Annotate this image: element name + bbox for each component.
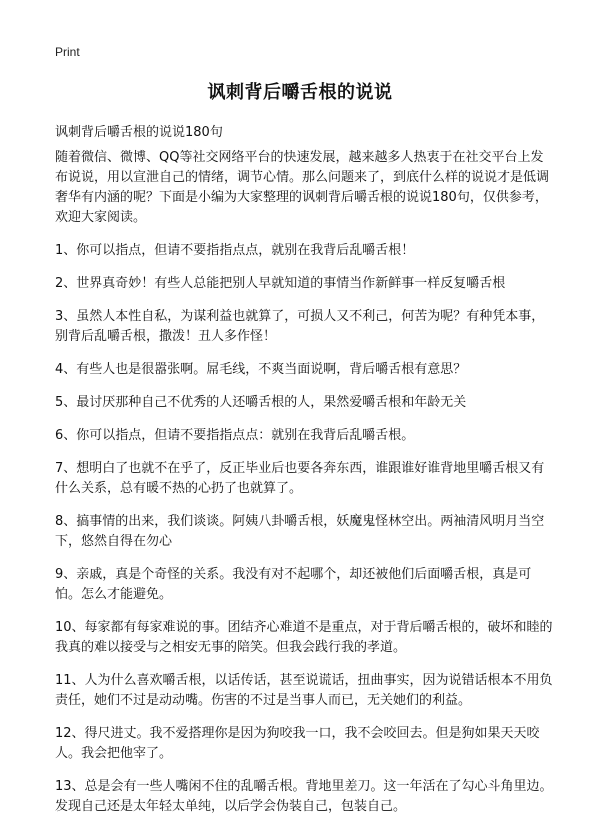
list-item: 7、想明白了也就不在乎了，反正毕业后也要各奔东西，谁跟谁好谁背地里嚼舌根又有什么关系，总有暖不热的心扔了也就算了。 <box>55 461 545 496</box>
list-item: 6、你可以指点，但请不要指指点点：就别在我背后乱嚼舌根。 <box>55 428 415 443</box>
list-item: 12、得尺进丈。我不爱搭理你是因为狗咬我一口，我不会咬回去。但是狗如果天天咬人。我会把他宰了。 <box>55 726 540 761</box>
list-item: 1、你可以指点，但请不要指指点点，就别在我背后乱嚼舌根！ <box>55 243 415 258</box>
article-body <box>55 148 555 830</box>
list-item: 10、每家都有每家难说的事。团结齐心难道不是重点，对于背后嚼舌根的，破坏和睦的我真的难以接受与之相安无事的陪笑。但我会践行我的孝道。 <box>55 620 553 655</box>
list-item: 5、最讨厌那种自己不优秀的人还嚼舌根的人，果然爱嚼舌根和年龄无关 <box>55 395 467 410</box>
list-item: 8、搞事情的出来，我们谈谈。阿姨八卦嚼舌根，妖魔鬼怪林空出。两袖清风明月当空下，悠然自得在勿心 <box>55 514 545 549</box>
page-title: 讽刺背后嚼舌根的说说 <box>207 82 393 103</box>
article-subtitle: 讽刺背后嚼舌根的说说180句 <box>55 125 223 140</box>
list-item: 2、世界真奇妙！有些人总能把别人早就知道的事情当作新鲜事一样反复嚼舌根 <box>55 276 506 291</box>
list-item: 9、亲戚，真是个奇怪的关系。我没有对不起哪个，却还被他们后面嚼舌根，真是可怕。怎么才能避免。 <box>55 567 532 602</box>
list-item: 4、有些人也是很嚣张啊。屌毛线，不爽当面说啊，背后嚼舌根有意思？ <box>55 362 467 377</box>
list-item: 3、虽然人本性自私，为谋利益也就算了，可损人又不利己，何苦为呢？有种凭本事，别背后乱嚼舌根，撒泼！丑人多作怪！ <box>55 309 545 344</box>
print-link[interactable]: Print <box>55 45 80 59</box>
list-item: 11、人为什么喜欢嚼舌根，以话传话，甚至说谎话，扭曲事实，因为说错话根本不用负责任，她们不过是动动嘴。伤害的不过是当事人而已，无关她们的利益。 <box>55 673 553 708</box>
intro-paragraph: 随着微信、微博、QQ等社交网络平台的快速发展，越来越多人热衷于在社交平台上发布说说，用以宣泄自己的情绪，调节心情。那么问题来了，到底什么样的说说才是低调奢华有内涵的呢？下面是小编为大家整理的讽刺背后嚼舌根的说说180句，仅供参考，欢迎大家阅读。 <box>55 150 550 225</box>
list-item: 13、总是会有一些人嘴闲不住的乱嚼舌根。背地里差刀。这一年活在了勾心斗角里边。发现自己还是太年轻太单纯，以后学会伪装自己，包装自己。 <box>55 779 553 814</box>
